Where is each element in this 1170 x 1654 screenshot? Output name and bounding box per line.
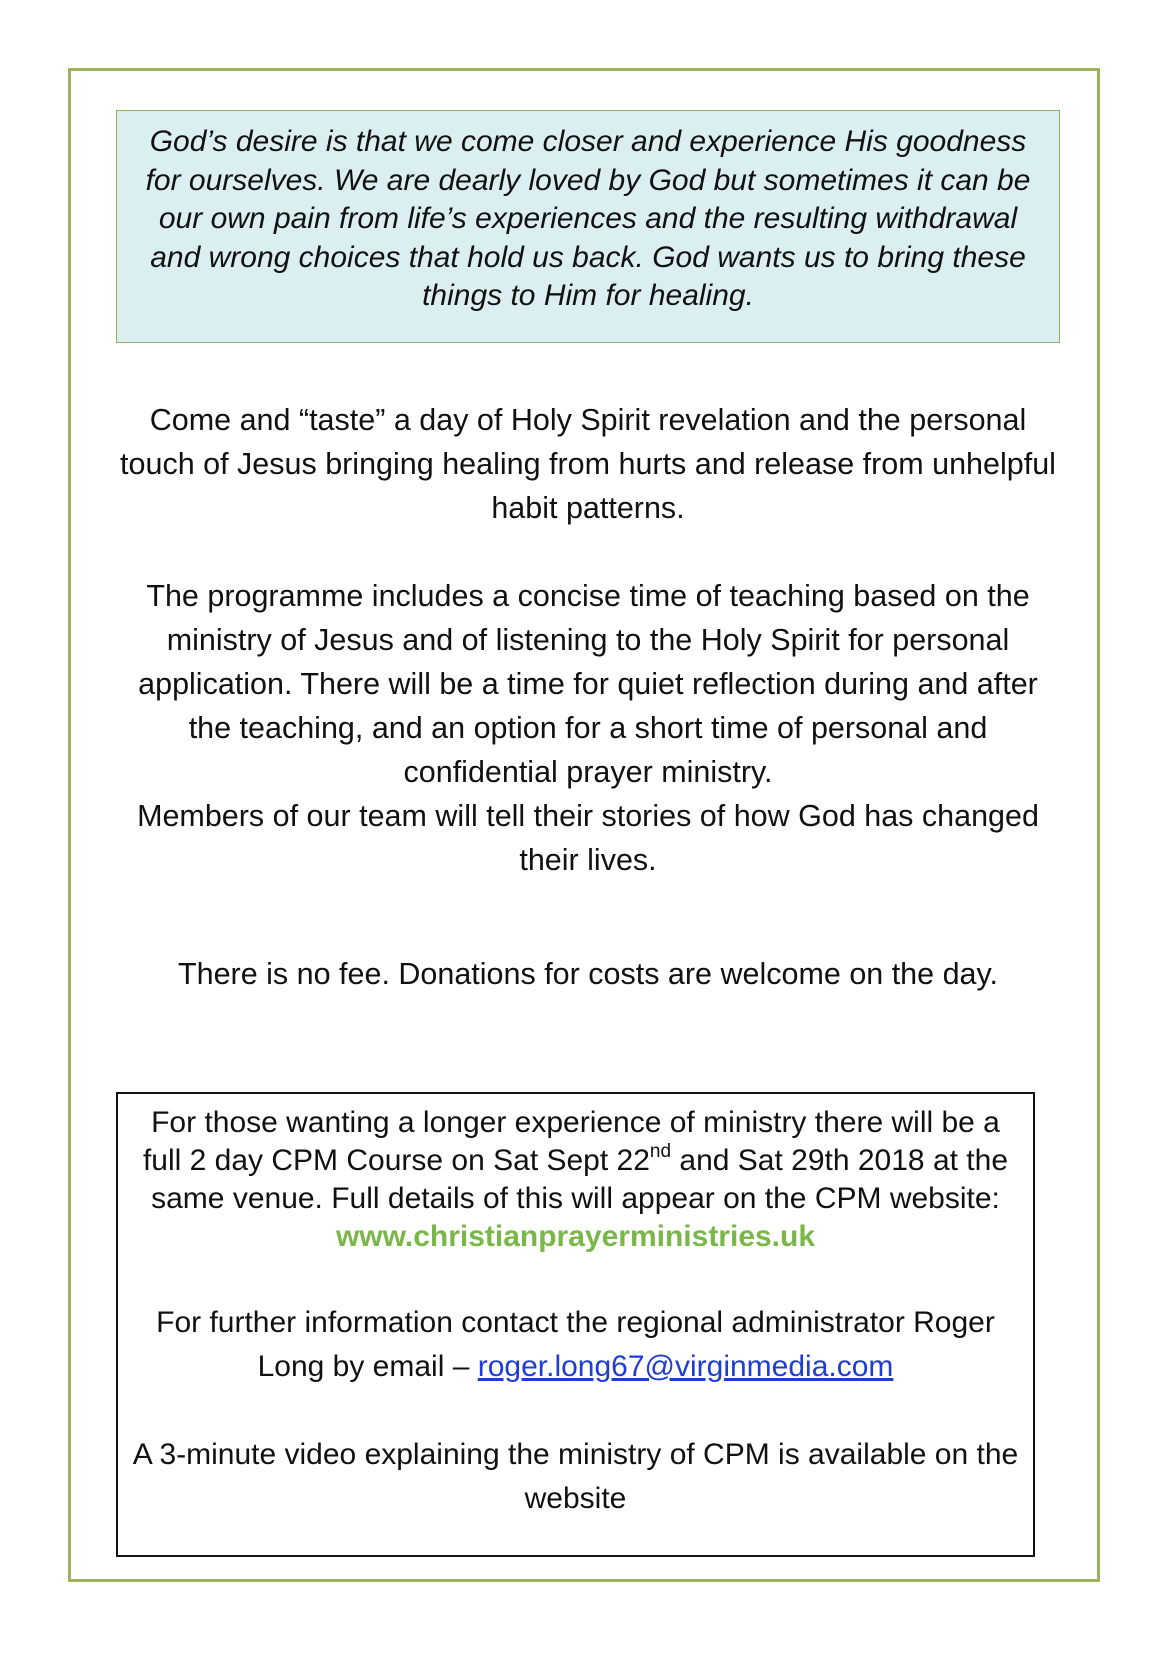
programme-text: The programme includes a concise time of teaching based on the ministry of Jesus and of listening to the Holy Spirit for personal application. There will be a time for quiet reflection during and after the teaching, and an option for a short time of personal and confidential prayer ministry. [138, 579, 1038, 789]
course-paragraph [132, 1104, 1019, 1256]
course-text-start: For those wanting a longer experience of ministry there will be a full 2 day CPM Course on Sat Sept 22 [142, 1106, 1000, 1177]
fee-paragraph [116, 952, 1060, 996]
video-paragraph [132, 1433, 1019, 1521]
programme-paragraph [116, 574, 1060, 882]
ordinal-suffix: nd [649, 1141, 672, 1162]
fee-text: There is no fee. Donations for costs are welcome on the day. [178, 957, 998, 991]
course-text-end: and Sat 29th 2018 at the same venue. Full details of this will appear on the CPM website: [151, 1144, 1009, 1215]
video-text: A 3-minute video explaining the ministry of CPM is available on the website [132, 1438, 1019, 1515]
team-stories-text: Members of our team will tell their stories of how God has changed their lives. [137, 799, 1039, 877]
contact-paragraph [132, 1301, 1019, 1389]
website-link[interactable]: www.christianprayerministries.uk [335, 1220, 816, 1253]
intro-text: Come and “taste” a day of Holy Spirit revelation and the personal touch of Jesus bringing healing from hurts and release from unhelpful habit patterns. [120, 403, 1056, 525]
contact-text: For further information contact the regional administrator Roger Long by email – [156, 1306, 995, 1383]
quote-text: God’s desire is that we come closer and experience His goodness for ourselves. We are dearly loved by God but sometimes it can be our own pain from life’s experiences and the resulting withdrawal and wrong choices that hold us back. God wants us to bring these things to Him for healing. [145, 125, 1031, 312]
quote-box [116, 110, 1060, 343]
email-link[interactable]: roger.long67@virginmedia.com [477, 1350, 894, 1383]
intro-paragraph [116, 398, 1060, 530]
course-info-box [116, 1092, 1035, 1557]
